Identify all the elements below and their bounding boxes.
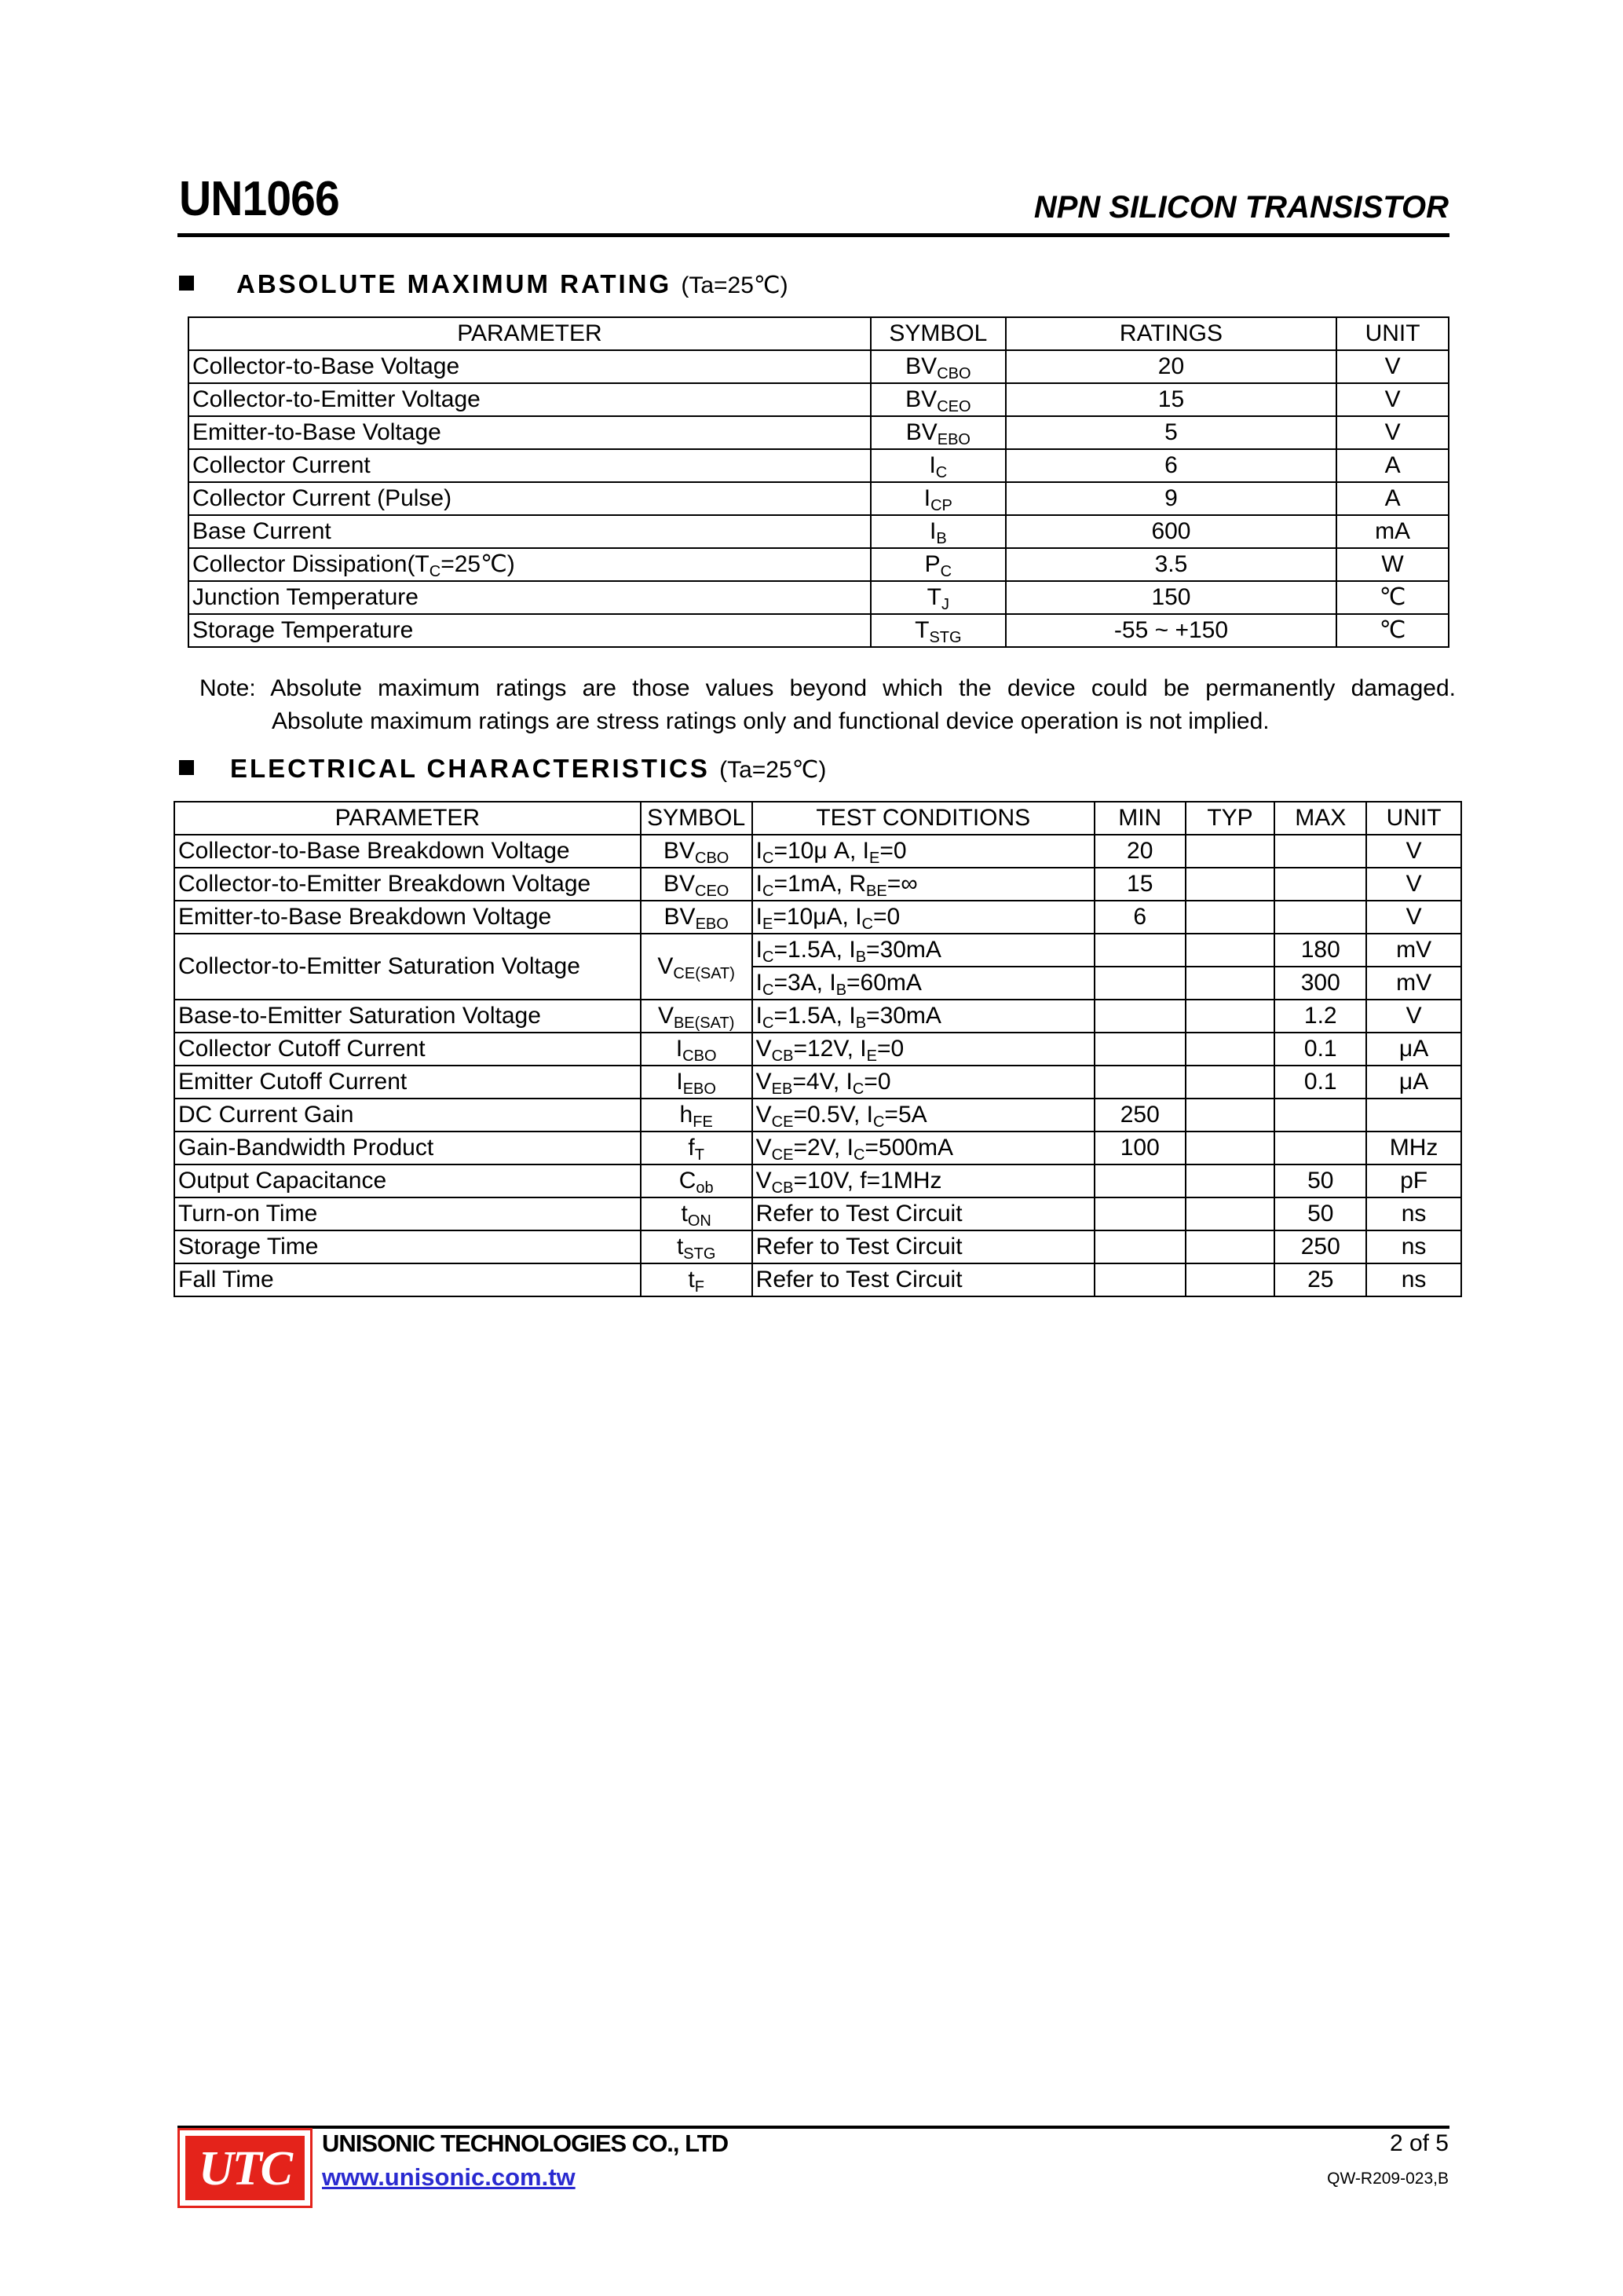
max-cell: 0.1	[1274, 1033, 1366, 1066]
min-cell	[1095, 1033, 1186, 1066]
table-row	[174, 901, 1461, 934]
table-row	[188, 383, 1449, 416]
typ-cell	[1186, 868, 1275, 901]
test-condition-cell: $I_C=1mA$, $R_{BE}=\infty$	[752, 868, 1095, 901]
table-row	[188, 482, 1449, 515]
unit-cell: V	[1336, 416, 1449, 449]
unit-cell: V	[1336, 383, 1449, 416]
table-row	[174, 1197, 1461, 1230]
typ-cell	[1186, 1263, 1275, 1296]
condition-subscript: CB	[771, 1179, 794, 1197]
bullet-square-icon	[179, 276, 194, 291]
max-cell: 1.2	[1274, 1000, 1366, 1033]
symbol-cell: $BV_{CBO}$	[871, 350, 1006, 383]
unit-cell: ℃	[1336, 581, 1449, 614]
symbol-cell: $h_{FE}$	[641, 1099, 752, 1132]
condition-subscript: C	[861, 916, 873, 933]
parameter-cell: Collector Current (Pulse)	[188, 482, 871, 515]
min-cell	[1095, 1263, 1186, 1296]
test-condition-cell: $I_C=1.5A$, $I_B=30mA$	[752, 1000, 1095, 1033]
unit-cell: ℃	[1336, 614, 1449, 647]
parameter-cell: Collector-to-Emitter Saturation Voltage	[174, 934, 641, 1000]
symbol-subscript: F	[694, 1278, 704, 1296]
condition-subscript: C	[853, 1146, 865, 1164]
parameter-cell: Emitter-to-Base Breakdown Voltage	[174, 901, 641, 934]
condition-subscript: C	[762, 1015, 774, 1032]
symbol-cell: $t_F$	[641, 1263, 752, 1296]
symbol-cell: $I_{CP}$	[871, 482, 1006, 515]
test-condition-cell: $V_{CB}=12V$, $I_E=0$	[752, 1033, 1095, 1066]
table-row	[174, 934, 1461, 967]
unit-cell: ns	[1366, 1230, 1461, 1263]
symbol-cell: $BV_{EBO}$	[871, 416, 1006, 449]
max-cell	[1274, 1099, 1366, 1132]
min-cell: 250	[1095, 1099, 1186, 1132]
condition-subscript: EB	[771, 1080, 793, 1098]
min-cell: 20	[1095, 835, 1186, 868]
symbol-subscript: B	[936, 530, 947, 547]
table-row	[174, 1132, 1461, 1164]
symbol-subscript: CBO	[937, 365, 971, 382]
unit-cell: mV	[1366, 934, 1461, 967]
condition-subscript: C	[762, 949, 774, 966]
test-condition-cell: $V_{EB}=4V$, $I_C=0$	[752, 1066, 1095, 1099]
parameter-cell: Collector-to-Emitter Voltage	[188, 383, 871, 416]
condition-subscript: CE	[771, 1146, 794, 1164]
max-cell: 250	[1274, 1230, 1366, 1263]
typ-cell	[1186, 1033, 1275, 1066]
unit-cell: V	[1366, 1000, 1461, 1033]
symbol-cell: $I_{EBO}$	[641, 1066, 752, 1099]
test-condition-cell: $V_{CB}=10V$, f=1MHz	[752, 1164, 1095, 1197]
max-cell: 300	[1274, 967, 1366, 1000]
test-condition-cell: Refer to Test Circuit	[752, 1263, 1095, 1296]
condition-subscript: B	[835, 982, 847, 999]
table-row	[188, 581, 1449, 614]
condition-subscript: C	[762, 883, 774, 900]
table-row	[174, 868, 1461, 901]
min-cell	[1095, 1000, 1186, 1033]
symbol-subscript: CBO	[695, 850, 729, 867]
parameter-cell: DC Current Gain	[174, 1099, 641, 1132]
elec-char-table	[174, 801, 1462, 1297]
symbol-cell: $BV_{CBO}$	[641, 835, 752, 868]
symbol-cell: $T_{STG}$	[871, 614, 1006, 647]
page-number: 2 of 5	[1389, 2130, 1449, 2156]
unit-cell: MHz	[1366, 1132, 1461, 1164]
rating-cell: -55 ~ +150	[1006, 614, 1336, 647]
min-cell	[1095, 967, 1186, 1000]
symbol-subscript: J	[941, 596, 949, 613]
condition-subscript: C	[762, 850, 774, 867]
min-cell	[1095, 1197, 1186, 1230]
symbol-subscript: CE(SAT)	[673, 965, 735, 982]
symbol-subscript: C	[940, 563, 952, 580]
symbol-cell: $BV_{CEO}$	[641, 868, 752, 901]
table-row	[174, 1099, 1461, 1132]
typ-cell	[1186, 901, 1275, 934]
max-cell: 25	[1274, 1263, 1366, 1296]
typ-cell	[1186, 1164, 1275, 1197]
symbol-cell: $C_{ob}$	[641, 1164, 752, 1197]
parameter-cell: Base-to-Emitter Saturation Voltage	[174, 1000, 641, 1033]
rating-cell: 3.5	[1006, 548, 1336, 581]
table-row	[188, 449, 1449, 482]
test-condition-cell: Refer to Test Circuit	[752, 1197, 1095, 1230]
parameter-cell: Collector Current	[188, 449, 871, 482]
symbol-cell: $V_{CE(SAT)}$	[641, 934, 752, 1000]
utc-logo-text: UTC	[185, 2136, 305, 2200]
condition-subscript: E	[866, 1047, 877, 1065]
parameter-cell: Collector Cutoff Current	[174, 1033, 641, 1066]
abs-max-note-line1: Note: Absolute maximum ratings are those values beyond which the device could be permanently damaged.	[199, 675, 1456, 701]
utc-logo	[177, 2128, 313, 2208]
parameter-cell: Output Capacitance	[174, 1164, 641, 1197]
table-row	[174, 1164, 1461, 1197]
symbol-cell: $I_{CBO}$	[641, 1033, 752, 1066]
column-header: MIN	[1095, 802, 1186, 835]
typ-cell	[1186, 1197, 1275, 1230]
column-header: SYMBOL	[871, 317, 1006, 350]
condition-subscript: C	[872, 1113, 885, 1131]
condition-subscript: B	[855, 949, 867, 966]
column-header: UNIT	[1366, 802, 1461, 835]
parameter-subscript: C	[429, 563, 441, 580]
max-cell	[1274, 868, 1366, 901]
parameter-cell: Gain-Bandwidth Product	[174, 1132, 641, 1164]
company-name: UNISONIC TECHNOLOGIES CO., LTD	[322, 2130, 729, 2157]
rating-cell: 5	[1006, 416, 1336, 449]
condition-subscript: C	[852, 1080, 865, 1098]
condition-subscript: C	[762, 982, 774, 999]
rating-cell: 6	[1006, 449, 1336, 482]
unit-cell: V	[1336, 350, 1449, 383]
condition-subscript: E	[762, 916, 773, 933]
test-condition-cell: $I_E=10\mu A$, $I_C=0$	[752, 901, 1095, 934]
symbol-subscript: C	[935, 464, 948, 481]
max-cell: 0.1	[1274, 1066, 1366, 1099]
unit-cell: ns	[1366, 1197, 1461, 1230]
abs-max-title-text: ABSOLUTE MAXIMUM RATING	[236, 269, 672, 298]
device-type: NPN SILICON TRANSISTOR	[1033, 190, 1449, 225]
symbol-subscript: BE(SAT)	[673, 1015, 735, 1032]
typ-cell	[1186, 1132, 1275, 1164]
table-row	[188, 350, 1449, 383]
column-header: TEST CONDITIONS	[752, 802, 1095, 835]
symbol-cell: $t_{STG}$	[641, 1230, 752, 1263]
unit-cell: μA	[1366, 1033, 1461, 1066]
unit-cell: pF	[1366, 1164, 1461, 1197]
symbol-cell: $BV_{EBO}$	[641, 901, 752, 934]
column-header: UNIT	[1336, 317, 1449, 350]
unit-cell: W	[1336, 548, 1449, 581]
typ-cell	[1186, 967, 1275, 1000]
parameter-cell: Collector-to-Base Breakdown Voltage	[174, 835, 641, 868]
table-row	[174, 1263, 1461, 1296]
symbol-subscript: CEO	[695, 883, 729, 900]
unit-cell: ns	[1366, 1263, 1461, 1296]
test-condition-cell: Refer to Test Circuit	[752, 1230, 1095, 1263]
min-cell	[1095, 1164, 1186, 1197]
unit-cell: μA	[1366, 1066, 1461, 1099]
elec-char-header-row	[174, 802, 1461, 835]
table-row	[174, 1066, 1461, 1099]
column-header: MAX	[1274, 802, 1366, 835]
table-row	[174, 1230, 1461, 1263]
website-link[interactable]: www.unisonic.com.tw	[322, 2163, 576, 2191]
table-row	[188, 416, 1449, 449]
column-header: TYP	[1186, 802, 1275, 835]
symbol-subscript: EBO	[695, 916, 729, 933]
abs-max-table	[188, 316, 1449, 648]
max-cell: 180	[1274, 934, 1366, 967]
min-cell	[1095, 1230, 1186, 1263]
unit-cell: A	[1336, 482, 1449, 515]
parameter-cell: Collector-to-Emitter Breakdown Voltage	[174, 868, 641, 901]
table-row	[188, 548, 1449, 581]
typ-cell	[1186, 1099, 1275, 1132]
parameter-cell: Storage Temperature	[188, 614, 871, 647]
typ-cell	[1186, 1066, 1275, 1099]
condition-subscript: CE	[771, 1113, 794, 1131]
parameter-cell: Junction Temperature	[188, 581, 871, 614]
symbol-cell: $I_B$	[871, 515, 1006, 548]
footer-rule	[177, 2126, 1449, 2129]
part-number: UN1066	[179, 172, 339, 226]
table-row	[188, 515, 1449, 548]
document-number: QW-R209-023,B	[1327, 2170, 1449, 2188]
rating-cell: 150	[1006, 581, 1336, 614]
max-cell	[1274, 901, 1366, 934]
test-condition-cell: $I_C=3A$, $I_B=60mA$	[752, 967, 1095, 1000]
condition-subscript: CB	[771, 1047, 794, 1065]
symbol-subscript: CP	[930, 497, 952, 514]
symbol-subscript: EBO	[937, 431, 971, 448]
unit-cell: mA	[1336, 515, 1449, 548]
rating-cell: 20	[1006, 350, 1336, 383]
column-header: SYMBOL	[641, 802, 752, 835]
test-condition-cell: $V_{CE}=2V$, $I_C=500mA$	[752, 1132, 1095, 1164]
symbol-subscript: CBO	[682, 1047, 717, 1065]
typ-cell	[1186, 1230, 1275, 1263]
symbol-subscript: FE	[693, 1113, 713, 1131]
rating-cell: 9	[1006, 482, 1336, 515]
parameter-cell: Storage Time	[174, 1230, 641, 1263]
condition-subscript: E	[869, 850, 880, 867]
rating-cell: 600	[1006, 515, 1336, 548]
parameter-cell: Turn-on Time	[174, 1197, 641, 1230]
test-condition-cell: $I_C=1.5A$, $I_B=30mA$	[752, 934, 1095, 967]
table-row	[174, 1000, 1461, 1033]
unit-cell: V	[1366, 868, 1461, 901]
condition-subscript: BE	[866, 883, 887, 900]
typ-cell	[1186, 934, 1275, 967]
abs-max-header-row	[188, 317, 1449, 350]
elec-title	[179, 754, 826, 784]
parameter-cell: Emitter Cutoff Current	[174, 1066, 641, 1099]
unit-cell: mV	[1366, 967, 1461, 1000]
max-cell: 50	[1274, 1197, 1366, 1230]
symbol-subscript: CEO	[937, 398, 971, 415]
parameter-cell: Emitter-to-Base Voltage	[188, 416, 871, 449]
symbol-cell: $P_C$	[871, 548, 1006, 581]
column-header: RATINGS	[1006, 317, 1336, 350]
symbol-subscript: STG	[683, 1245, 716, 1263]
symbol-cell: $t_{ON}$	[641, 1197, 752, 1230]
table-row	[174, 835, 1461, 868]
header-rule	[177, 233, 1449, 237]
symbol-cell: $BV_{CEO}$	[871, 383, 1006, 416]
elec-title-text: ELECTRICAL CHARACTERISTICS	[230, 754, 710, 783]
abs-max-condition: (Ta=25℃)	[681, 272, 788, 298]
min-cell	[1095, 934, 1186, 967]
table-row	[188, 614, 1449, 647]
elec-condition: (Ta=25℃)	[719, 757, 827, 783]
symbol-cell: $T_J$	[871, 581, 1006, 614]
test-condition-cell: $V_{CE}=0.5V$, $I_C=5A$	[752, 1099, 1095, 1132]
max-cell: 50	[1274, 1164, 1366, 1197]
column-header: PARAMETER	[188, 317, 871, 350]
symbol-subscript: ob	[696, 1179, 714, 1197]
min-cell	[1095, 1066, 1186, 1099]
column-header: PARAMETER	[174, 802, 641, 835]
test-condition-cell: $I_C=10\mu$ A, $I_E=0$	[752, 835, 1095, 868]
unit-cell: A	[1336, 449, 1449, 482]
abs-max-title	[179, 269, 788, 299]
min-cell: 100	[1095, 1132, 1186, 1164]
max-cell	[1274, 1132, 1366, 1164]
typ-cell	[1186, 835, 1275, 868]
min-cell: 15	[1095, 868, 1186, 901]
min-cell: 6	[1095, 901, 1186, 934]
symbol-cell: $f_T$	[641, 1132, 752, 1164]
symbol-subscript: ON	[687, 1212, 711, 1230]
abs-max-note-line2: Absolute maximum ratings are stress ratings only and functional device operation is not implied.	[272, 708, 1270, 734]
symbol-cell: $I_C$	[871, 449, 1006, 482]
parameter-cell: Collector $Dissipation(T_C=25℃)$	[188, 548, 871, 581]
unit-cell: V	[1366, 835, 1461, 868]
max-cell	[1274, 835, 1366, 868]
parameter-cell: Base Current	[188, 515, 871, 548]
rating-cell: 15	[1006, 383, 1336, 416]
unit-cell: V	[1366, 901, 1461, 934]
symbol-subscript: EBO	[682, 1080, 716, 1098]
symbol-cell: $V_{BE(SAT)}$	[641, 1000, 752, 1033]
symbol-subscript: STG	[929, 629, 962, 646]
table-row	[174, 1033, 1461, 1066]
condition-subscript: B	[855, 1015, 867, 1032]
parameter-cell: Fall Time	[174, 1263, 641, 1296]
parameter-cell: Collector-to-Base Voltage	[188, 350, 871, 383]
symbol-subscript: T	[694, 1146, 704, 1164]
typ-cell	[1186, 1000, 1275, 1033]
bullet-square-icon	[179, 760, 194, 775]
unit-cell	[1366, 1099, 1461, 1132]
